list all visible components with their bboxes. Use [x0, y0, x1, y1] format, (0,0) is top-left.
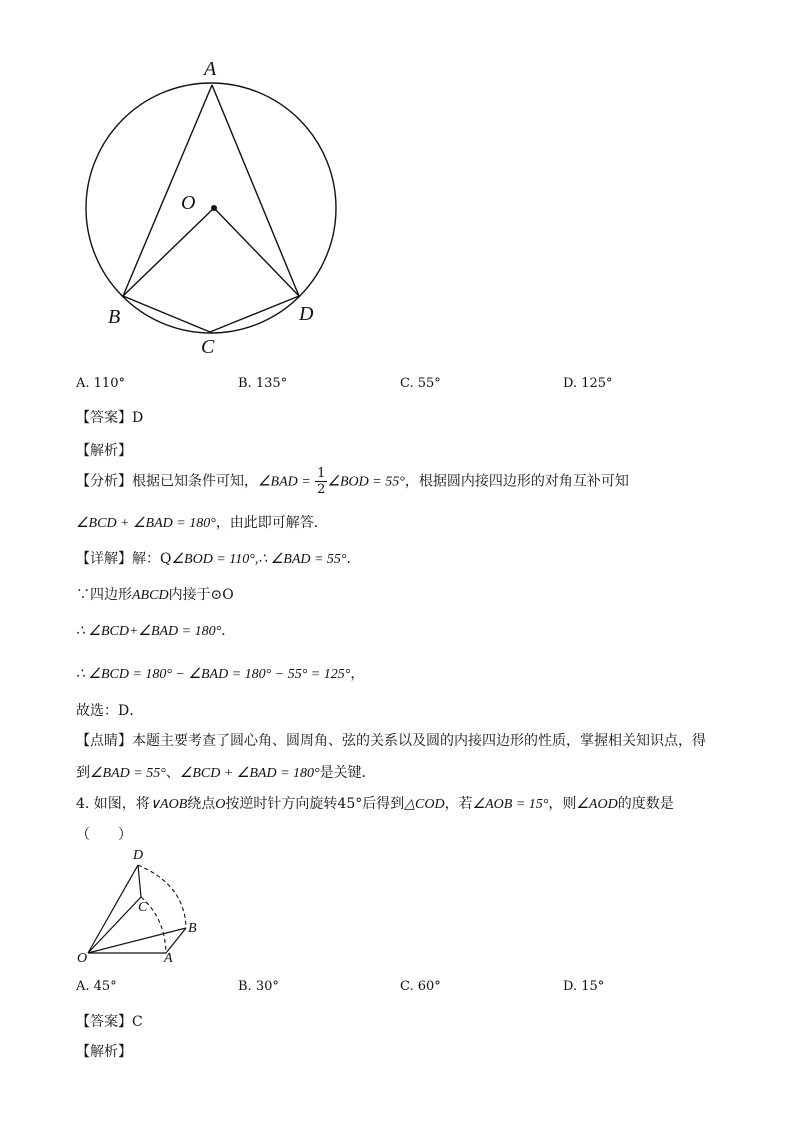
q3-fenxi-line1 [76, 466, 629, 497]
q4-stem [76, 793, 674, 813]
because-abcd: ABCD [132, 588, 169, 603]
rotation-figure [0, 840, 300, 970]
q3-answer [76, 407, 143, 427]
xiangjie-text-end: ． [346, 551, 361, 567]
center-point [211, 205, 217, 211]
q4-stem-c: 绕点 [187, 796, 216, 812]
because-end: 内接于⊙O [168, 587, 234, 603]
fig2-label-o: O [77, 951, 88, 966]
q4-option-d: D. 15° [563, 979, 605, 994]
dianjing-2e: 是关键． [319, 765, 376, 781]
q4-stem-a: 4. 如图，将 [76, 796, 150, 812]
q3-dianjing-line1 [76, 730, 706, 750]
segment-ob [123, 208, 214, 296]
q4-paren: （ ） [76, 827, 132, 843]
dianjing-2a: 到 [76, 765, 90, 781]
fenxi-math-bod: ∠BOD = 55° [327, 474, 405, 490]
fenxi-math-sum: ∠BCD + ∠BAD = 180° [76, 516, 216, 531]
q4-stem-o: O [215, 797, 226, 812]
therefore1-end: ． [221, 623, 236, 639]
q4-option-c: C. 60° [400, 979, 441, 994]
label-c: C [201, 336, 215, 358]
q3-choose: 故选：D． [76, 703, 144, 719]
label-o: O [181, 192, 196, 214]
xiangjie-tag: 【详解】 [76, 551, 132, 567]
q4-stem-aob-15: ∠AOB = 15° [472, 797, 549, 812]
answer-value: D [132, 410, 144, 426]
q3-option-a: A. 110° [76, 376, 125, 391]
because-text: ∵四边形 [76, 587, 132, 603]
dianjing-2c: 、 [165, 765, 180, 781]
fenxi-tag: 【分析】 [76, 473, 132, 490]
dianjing-text: 本题主要考查了圆心角、圆周角、弦的关系以及圆的内接四边形的性质，掌握相关知识点，得 [132, 733, 706, 749]
q4-stem-aob: ∨AOB [149, 797, 188, 812]
q3-fenxi-line2 [76, 512, 328, 532]
q3-therefore-line1 [76, 620, 235, 640]
segment-od [214, 208, 299, 296]
q4-option-b: B. 30° [238, 979, 279, 994]
therefore2-math: ∴ ∠BCD = 180° − ∠BAD = 180° − 55° = 125° [76, 667, 351, 682]
q4-stem-i: ，若 [444, 796, 473, 812]
dianjing-tag: 【点睛】 [76, 733, 132, 749]
q4-analysis-tag: 【解析】 [76, 1044, 132, 1060]
fenxi-text-a: 根据已知条件可知， [132, 473, 258, 490]
fig2-label-c: C [138, 900, 148, 915]
q4-stem-aod: ∠AOD [576, 797, 618, 812]
segment-ab [123, 85, 212, 296]
q3-dianjing-line2 [76, 762, 376, 782]
segment-od [88, 865, 138, 953]
therefore1-math: ∴ ∠BCD+∠BAD = 180° [76, 624, 222, 639]
segment-bc [123, 296, 210, 332]
fig2-label-d: D [133, 848, 144, 863]
segment-ad [212, 85, 299, 296]
fenxi-math-bad: ∠BAD = [258, 474, 311, 490]
label-a: A [204, 58, 217, 80]
q3-because-line [76, 584, 234, 604]
dianjing-2b: ∠BAD = 55° [90, 766, 166, 781]
q4-stem-45: 45° [337, 796, 363, 812]
segment-ob [88, 928, 186, 953]
q4-stem-g: 后得到 [362, 796, 405, 812]
q3-analysis-tag: 【解析】 [76, 443, 132, 459]
q3-option-c: C. 55° [400, 376, 441, 391]
q3-option-d: D. 125° [563, 376, 613, 391]
q4-stem-cod: △COD [404, 797, 445, 812]
q3-therefore-line2 [76, 663, 364, 683]
q4-answer-tag: 【答案】 [76, 1014, 132, 1030]
fenxi-text-end: ，由此即可解答． [215, 515, 328, 531]
label-b: B [108, 306, 121, 328]
q3-xiangjie-line1 [76, 548, 361, 568]
fraction-half [315, 466, 327, 497]
q4-stem-m: 的度数是 [617, 796, 674, 812]
dianjing-2d: ∠BCD + ∠BAD = 180° [179, 766, 320, 781]
fraction-numerator: 1 [317, 466, 326, 481]
fig2-label-a: A [164, 951, 173, 966]
q4-answer [76, 1011, 143, 1031]
segment-cd [210, 296, 299, 332]
therefore2-end: ， [350, 666, 365, 682]
q3-option-b: B. 135° [238, 376, 288, 391]
q4-answer-value: C [132, 1014, 143, 1030]
q4-stem-e: 按逆时针方向旋转 [225, 796, 338, 812]
fig2-label-b: B [188, 921, 197, 936]
q4-option-a: A. 45° [76, 979, 117, 994]
label-d: D [299, 303, 314, 325]
xiangjie-math: ∠BOD = 110°,∴ ∠BAD = 55° [171, 552, 347, 567]
segment-cd [138, 865, 141, 897]
arc-bd [138, 865, 186, 928]
fenxi-text-d: ，根据圆内接四边形的对角互补可知 [404, 473, 629, 490]
fraction-denominator: 2 [317, 482, 326, 497]
xiangjie-text-a: 解：Q [132, 551, 172, 567]
answer-tag: 【答案】 [76, 410, 132, 426]
q4-stem-k: ，则 [548, 796, 577, 812]
